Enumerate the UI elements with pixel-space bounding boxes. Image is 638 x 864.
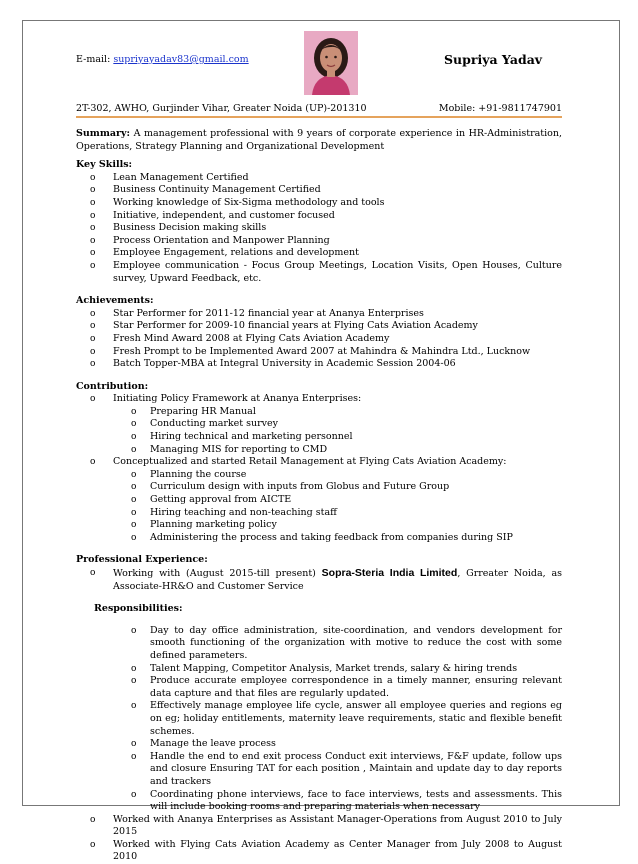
list-item: o Initiative, independent, and customer focused <box>90 209 335 221</box>
summary-text: A management professional with 9 years of corporate experience in HR-Administration, Operations, Strategy Planning and Organizational Development <box>76 128 562 152</box>
bullet-icon: o <box>131 507 137 518</box>
list-item: o Working knowledge of Six-Sigma methodology and tools <box>90 196 385 208</box>
list-item: o Curriculum design with inputs from Globus and Future Group <box>131 481 450 493</box>
experience-heading: Professional Experience: <box>76 554 208 566</box>
summary-paragraph <box>76 128 562 153</box>
previous-experience-list <box>76 814 562 864</box>
bullet-icon: o <box>90 457 96 468</box>
bullet-icon: o <box>131 406 137 417</box>
summary-label: Summary: <box>76 128 131 139</box>
bullet-icon: o <box>131 419 137 430</box>
list-item: o Managing MIS for reporting to CMD <box>131 443 328 455</box>
responsibilities-list <box>76 625 562 814</box>
email-label: E-mail: <box>76 54 111 65</box>
list-item: o Business Continuity Management Certified <box>90 184 321 196</box>
contact-row <box>76 103 562 118</box>
list-item: o Planning the course <box>131 468 247 480</box>
list-item: o Hiring teaching and non-teaching staff <box>131 506 337 518</box>
email-line <box>76 54 249 65</box>
bullet-icon: o <box>90 210 96 221</box>
candidate-name: Supriya Yadav <box>444 52 543 67</box>
contribution-heading: Contribution: <box>76 380 149 392</box>
resume-body <box>76 128 562 864</box>
list-item: o Fresh Mind Award 2008 at Flying Cats Aviation Academy <box>90 332 390 344</box>
bullet-icon: o <box>90 839 96 850</box>
list-item: o Business Decision making skills <box>90 222 267 234</box>
mobile-number: Mobile: +91-9811747901 <box>438 103 562 114</box>
list-item: o Conducting market survey <box>131 418 279 430</box>
bullet-icon: o <box>90 568 96 578</box>
bullet-icon: o <box>131 663 137 674</box>
list-item: o Worked with Ananya Enterprises as Assistant Manager-Operations from August 2010 to July 2015 <box>90 813 562 838</box>
responsibilities-heading: Responsibilities: <box>94 602 183 614</box>
list-item: o Day to day office administration, site-coordination, and vendors development for smooth functioning of the organization with motive to reduce the cost with some defined parameters. <box>131 624 562 661</box>
bullet-icon: o <box>131 676 137 687</box>
list-item: o Handle the end to end exit process Conduct exit interviews, F&F update, follow ups and closure Ensuring TAT for each position , Maintain and update day to day reports and trackers <box>131 750 562 787</box>
list-item: o Fresh Prompt to be Implemented Award 2007 at Mahindra & Mahindra Ltd., Lucknow <box>90 345 531 357</box>
bullet-icon: o <box>90 394 96 405</box>
bullet-icon: o <box>131 432 137 443</box>
bullet-icon: o <box>131 520 137 531</box>
bullet-icon: o <box>90 185 96 196</box>
achievements-heading: Achievements: <box>76 295 154 307</box>
list-item: o Getting approval from AICTE <box>131 494 292 506</box>
list-item: o Star Performer for 2011-12 financial year at Ananya Enterprises <box>90 307 424 319</box>
list-item: o Employee Engagement, relations and development <box>90 247 359 259</box>
bullet-icon: o <box>90 333 96 344</box>
list-item: o Effectively manage employee life cycle, answer all employee queries and regions eg on eg; holiday entitlements, maternity leave requirements, static and flexible benefit schemes. <box>131 700 562 737</box>
list-item: o Manage the leave process <box>131 738 276 750</box>
list-item: o Star Performer for 2009-10 financial years at Flying Cats Aviation Academy <box>90 320 478 332</box>
contribution-list <box>76 393 562 544</box>
bullet-icon: o <box>131 532 137 543</box>
bullet-icon: o <box>90 346 96 357</box>
list-item: o Administering the process and taking feedback from companies during SIP <box>131 531 513 543</box>
bullet-icon: o <box>90 197 96 208</box>
bullet-icon: o <box>90 321 96 332</box>
bullet-icon: o <box>90 814 96 825</box>
list-item: o Lean Management Certified <box>90 171 249 183</box>
list-item: o Preparing HR Manual <box>131 405 256 417</box>
company-name: Sopra-Steria India Limited <box>321 567 458 579</box>
list-item: o Talent Mapping, Competitor Analysis, Market trends, salary & hiring trends <box>131 662 518 674</box>
list-item: o Working with (August 2015-till present) Sopra-Steria India Limited, Grreater Noida, as Associate-HR&O and Customer Service <box>90 567 562 592</box>
profile-photo <box>304 31 358 95</box>
bullet-icon: o <box>90 172 96 183</box>
address: 2T-302, AWHO, Gurjinder Vihar, Greater Noida (UP)-201310 <box>76 103 367 114</box>
experience-list <box>76 567 562 593</box>
achievements-list <box>76 308 562 371</box>
bullet-icon: o <box>131 495 137 506</box>
bullet-icon: o <box>131 751 137 762</box>
email-link[interactable]: supriyayadav83@gmail.com <box>113 54 249 65</box>
bullet-icon: o <box>90 308 96 319</box>
bullet-icon: o <box>90 235 96 246</box>
list-item: o Batch Topper-MBA at Integral University in Academic Session 2004-06 <box>90 358 456 370</box>
bullet-icon: o <box>131 701 137 712</box>
list-item: o Conceptualized and started Retail Management at Flying Cats Aviation Academy: <box>90 456 507 468</box>
list-item: o Planning marketing policy <box>131 519 277 531</box>
bullet-icon: o <box>90 248 96 259</box>
list-item: o Employee communication - Focus Group Meetings, Location Visits, Open Houses, Culture survey, Upward Feedback, etc. <box>90 259 562 284</box>
bullet-icon: o <box>131 739 137 750</box>
bullet-icon: o <box>90 260 96 271</box>
bullet-icon: o <box>131 469 137 480</box>
bullet-icon: o <box>131 482 137 493</box>
list-item: o Produce accurate employee correspondence in a timely manner, ensuring relevant data capture and that files are regularly updated. <box>131 675 562 699</box>
bullet-icon: o <box>131 789 137 800</box>
key-skills-heading: Key Skills: <box>76 159 133 171</box>
bullet-icon: o <box>90 223 96 234</box>
list-item: o Worked with Flying Cats Aviation Academy as Center Manager from July 2008 to August 2010 <box>90 838 562 863</box>
list-item: o Process Orientation and Manpower Planning <box>90 234 330 246</box>
bullet-icon: o <box>90 359 96 370</box>
list-item: o Hiring technical and marketing personnel <box>131 431 353 443</box>
bullet-icon: o <box>131 625 137 636</box>
key-skills-list <box>76 172 562 285</box>
list-item: o Coordinating phone interviews, face to face interviews, tests and assessments. This will include booking rooms and preparing materials when necessary <box>131 788 562 813</box>
list-item: o Initiating Policy Framework at Ananya Enterprises: <box>90 393 362 405</box>
bullet-icon: o <box>131 444 137 455</box>
